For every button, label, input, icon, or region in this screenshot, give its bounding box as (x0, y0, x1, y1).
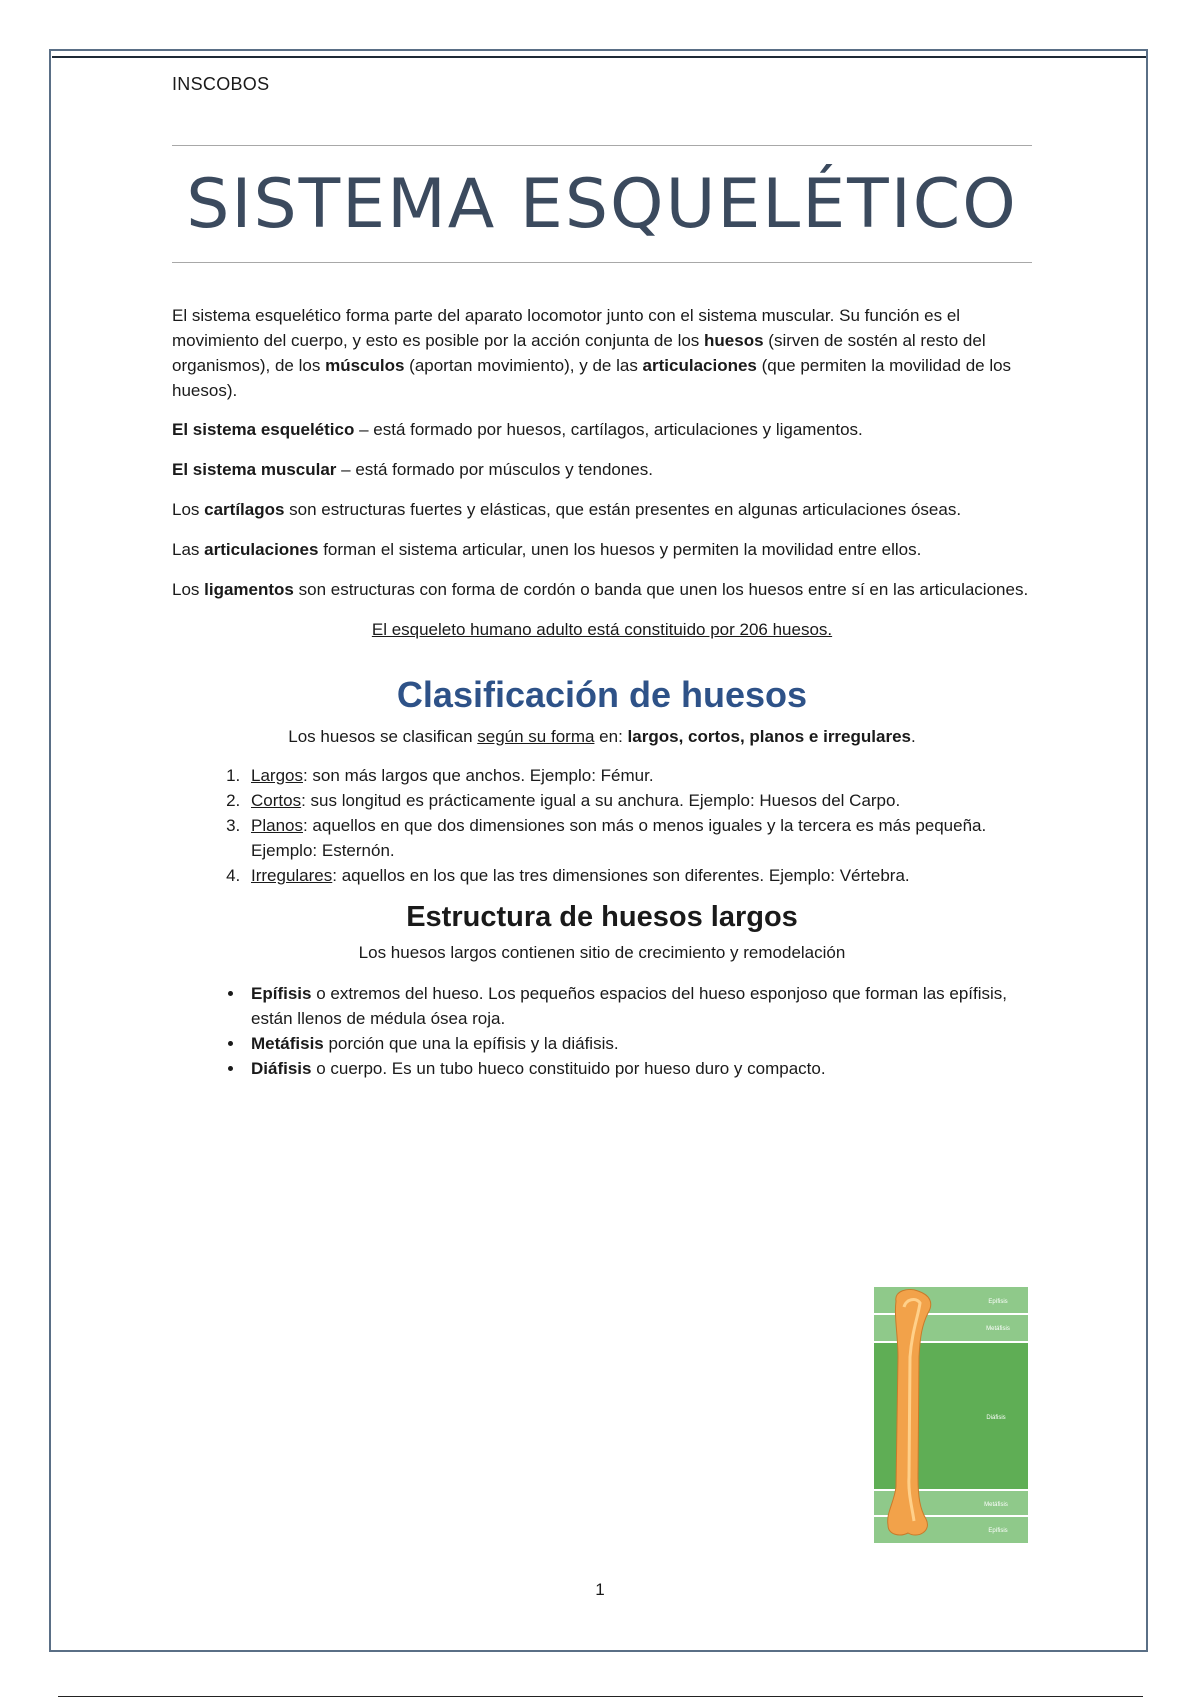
definition-paragraph (172, 497, 1032, 522)
definition-term: articulaciones (204, 540, 319, 559)
bone-types-list (172, 763, 1032, 888)
intro-text: El sistema esquelético forma parte del aparato locomotor junto con el sistema muscular. Su función es el movimiento del cuerpo, y esto es posible por la acción conjunta de los (172, 306, 961, 350)
figure-label-metaphysis-top: Metáfisis (986, 1326, 1010, 1332)
document-content (172, 70, 1032, 1081)
definition-text: son estructuras con forma de cordón o banda que unen los huesos entre sí en las articulaciones. (293, 580, 1029, 599)
bone-type-text: : aquellos en que dos dimensiones son más o menos iguales y la tercera es más pequeña. Ejemplo: Esternón. (251, 816, 987, 860)
definition-text: Los (172, 580, 205, 599)
classification-intro-text: en: (594, 727, 628, 746)
list-item (245, 1056, 1032, 1081)
list-item (245, 1031, 1032, 1056)
figure-label-diaphysis: Diáfisis (986, 1415, 1006, 1421)
adult-bones-note (172, 617, 1032, 642)
classification-intro-bold: largos, cortos, planos e irregulares (627, 727, 911, 746)
intro-text: (que permiten la movilidad de los huesos). (172, 356, 1012, 400)
header-label: INSCOBOS (172, 74, 270, 94)
bone-type-text: : son más largos que anchos. Ejemplo: Fémur. (302, 766, 654, 785)
long-bone-figure (874, 1287, 1028, 1543)
intro-text: (sirven de sostén al resto del organismos), de los (172, 331, 986, 375)
figure-label-epiphysis-bottom: Epífisis (988, 1528, 1008, 1534)
definition-paragraph (172, 457, 1032, 482)
classification-intro-text: Los huesos se clasifican (288, 727, 478, 746)
bone-part-text: o extremos del hueso. Los pequeños espacios del hueso esponjoso que forman las epífisis, están llenos de médula ósea roja. (251, 984, 1008, 1028)
bone-type-text: : aquellos en los que las tres dimensiones son diferentes. Ejemplo: Vértebra. (332, 866, 910, 885)
bone-part-text: o cuerpo. Es un tubo hueco constituido por hueso duro y compacto. (311, 1059, 826, 1078)
figure-label-epiphysis-top: Epífisis (988, 1299, 1008, 1305)
structure-heading: Estructura de huesos largos (406, 901, 798, 933)
intro-bold: músculos (325, 356, 405, 375)
bone-part-term: Epífisis (251, 984, 312, 1003)
bone-part-text: porción que una la epífisis y la diáfisis. (323, 1034, 619, 1053)
bone-part-term: Metáfisis (251, 1034, 324, 1053)
definition-text: forman el sistema articular, unen los huesos y permiten la movilidad entre ellos. (318, 540, 922, 559)
list-item (245, 863, 1032, 888)
definition-term: ligamentos (204, 580, 294, 599)
definition-term: cartílagos (204, 500, 285, 519)
page-number: 1 (595, 1580, 605, 1599)
intro-bold: articulaciones (642, 356, 757, 375)
page-title: SISTEMA ESQUELÉTICO (186, 164, 1018, 244)
classification-intro-underlined: según su forma (477, 727, 595, 746)
definition-text: Las (172, 540, 205, 559)
classification-intro-text: . (910, 727, 916, 746)
adult-bones-text: El esqueleto humano adulto está constituido por 206 huesos. (371, 620, 833, 639)
bone-type-text: : sus longitud es prácticamente igual a su anchura. Ejemplo: Huesos del Carpo. (301, 791, 901, 810)
title-box (172, 145, 1032, 263)
bone-type-term: Planos (251, 816, 303, 835)
bottom-rule (58, 1696, 1143, 1697)
classification-heading: Clasificación de huesos (396, 674, 808, 715)
definition-text: son estructuras fuertes y elásticas, que están presentes en algunas articulaciones óseas. (284, 500, 962, 519)
bone-type-term: Largos (251, 766, 303, 785)
definition-term: El sistema muscular (172, 460, 337, 479)
top-rule (52, 56, 1146, 58)
definition-paragraph (172, 577, 1032, 602)
bone-type-term: Irregulares (251, 866, 333, 885)
intro-paragraph (172, 303, 1032, 403)
definition-text: Los (172, 500, 205, 519)
figure-label-metaphysis-bottom: Metáfisis (984, 1502, 1008, 1508)
definition-term: El sistema esquelético (172, 420, 355, 439)
bone-type-term: Cortos (251, 791, 302, 810)
intro-bold: huesos (704, 331, 764, 350)
bone-parts-list (172, 981, 1032, 1081)
classification-intro (172, 724, 1032, 749)
list-item (245, 813, 1032, 863)
intro-text: (aportan movimiento), y de las (404, 356, 643, 375)
definition-text: – está formado por huesos, cartílagos, articulaciones y ligamentos. (354, 420, 863, 439)
list-item (245, 788, 1032, 813)
definition-paragraph (172, 537, 1032, 562)
list-item (245, 981, 1032, 1031)
bone-part-term: Diáfisis (251, 1059, 312, 1078)
list-item (245, 763, 1032, 788)
structure-subtitle: Los huesos largos contienen sitio de crecimiento y remodelación (358, 943, 846, 962)
definition-paragraph (172, 417, 1032, 442)
definition-text: – está formado por músculos y tendones. (336, 460, 653, 479)
